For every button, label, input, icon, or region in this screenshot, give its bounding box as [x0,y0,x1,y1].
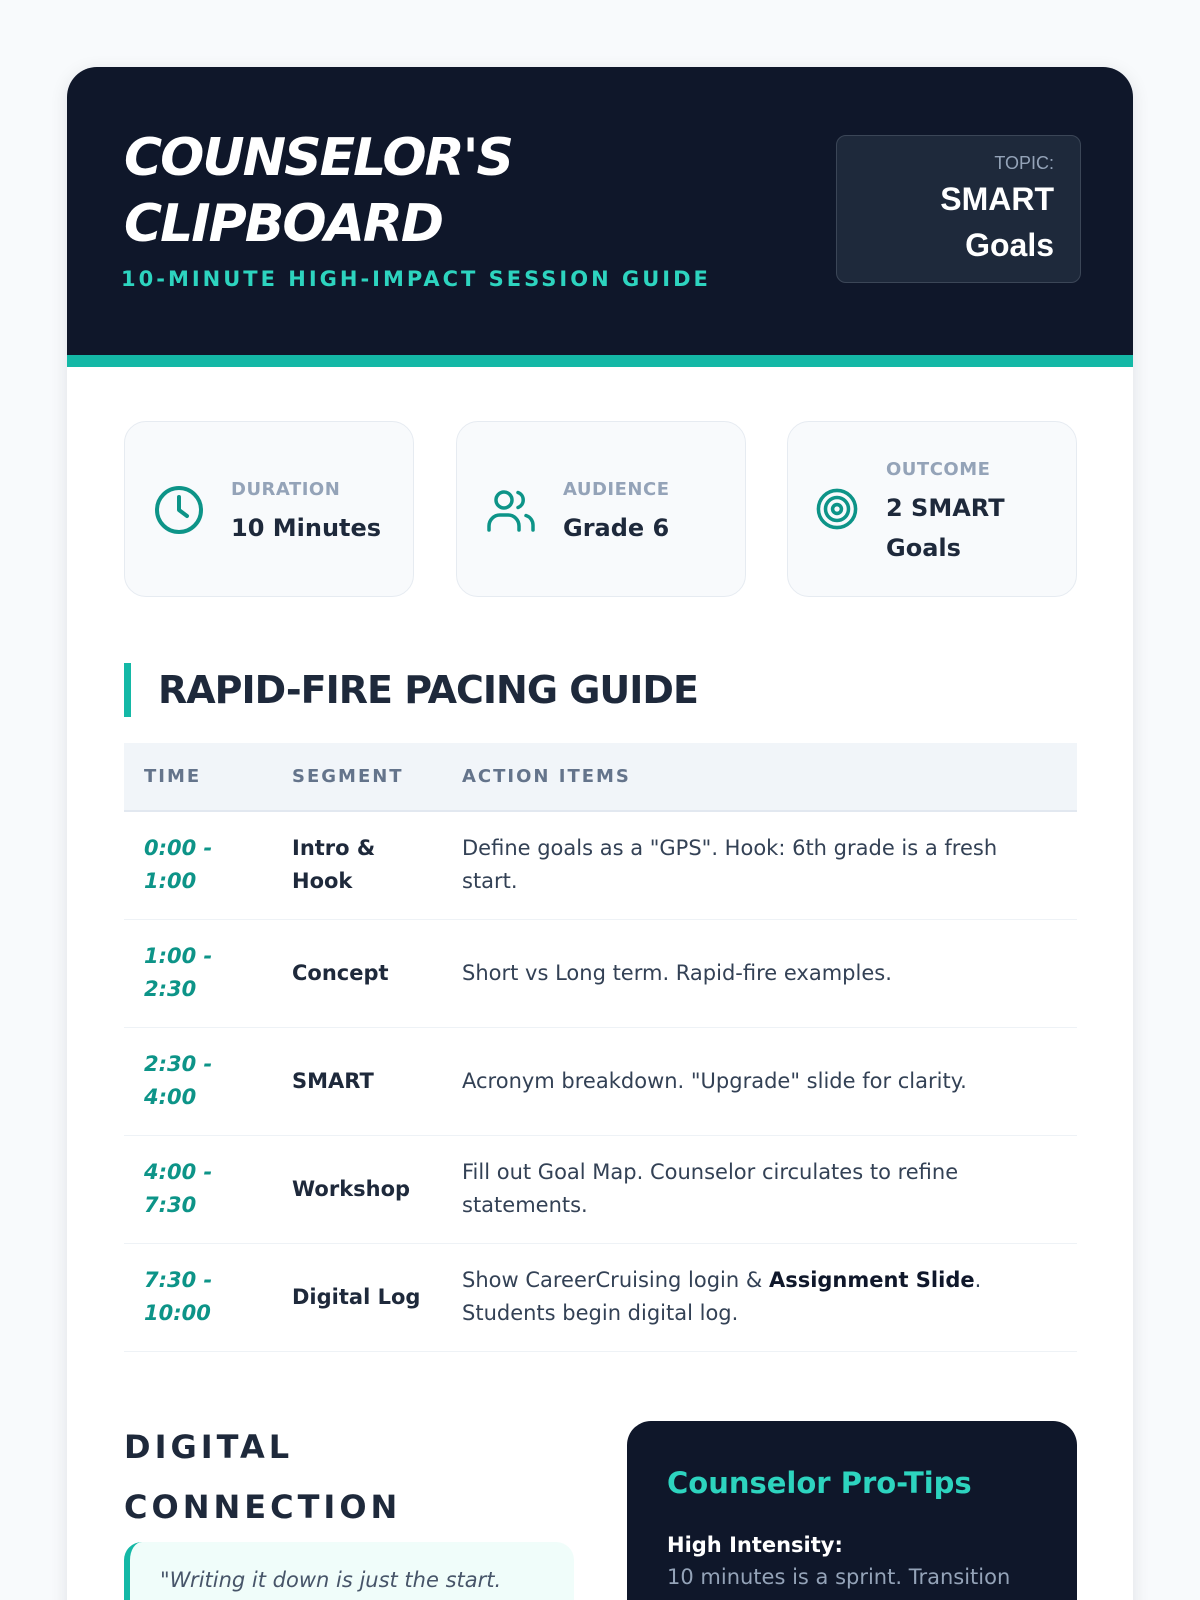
row-time: 2:30 - 4:00 [144,1052,213,1109]
pacing-table [124,743,1077,1352]
clock-icon [153,484,205,536]
stat-duration [124,421,414,597]
table-header-row [124,743,1077,811]
row-action: Fill out Goal Map. Counselor circulates to refine statements. [462,1160,959,1217]
target-icon [814,486,860,532]
table-row [124,811,1077,919]
quote-box [124,1542,574,1600]
page-title: COUNSELOR'S CLIPBOARD [124,128,512,254]
header [67,67,1133,367]
pacing-guide-title: RAPID-FIRE PACING GUIDE [124,663,698,717]
stat-value: 10 Minutes [231,514,382,542]
column-header-segment: SEGMENT [292,766,404,787]
table-row [124,1027,1077,1135]
row-segment: Intro & Hook [292,836,376,894]
row-time: 4:00 - 7:30 [144,1160,213,1217]
stat-value: 2 SMART Goals [886,494,1005,562]
session-guide-card [67,67,1133,1600]
pro-tips-title: Counselor Pro-Tips [667,1466,972,1500]
row-time: 1:00 - 2:30 [144,944,213,1001]
row-segment: Workshop [292,1176,411,1201]
row-action: Define goals as a "GPS". Hook: 6th grade is a fresh start. [462,836,998,894]
quote-text: "Writing it down is just the start. [160,1568,502,1592]
row-action: Short vs Long term. Rapid-fire examples. [462,960,892,985]
stat-value: Grade 6 [563,514,670,542]
pro-tip-heading: High Intensity: [667,1533,843,1557]
stat-audience [456,421,746,597]
table-row [124,1135,1077,1243]
users-icon [485,484,537,536]
pro-tip-body: 10 minutes is a sprint. Transition [667,1565,1011,1589]
stats-row [124,421,1077,597]
column-header-actions: ACTION ITEMS [462,766,631,787]
table-row [124,919,1077,1027]
stat-label: OUTCOME [886,459,991,480]
row-action: Acronym breakdown. "Upgrade" slide for clarity. [462,1068,967,1093]
row-time: 7:30 - 10:00 [144,1268,213,1325]
table-row [124,1243,1077,1351]
stat-label: AUDIENCE [563,479,670,500]
column-header-time: TIME [144,766,202,787]
page-subtitle: 10-MINUTE HIGH-IMPACT SESSION GUIDE [121,267,711,291]
row-segment: Concept [292,960,389,985]
digital-connection-title: DIGITAL CONNECTION [124,1428,402,1526]
pro-tips-panel [627,1421,1077,1600]
stat-label: DURATION [231,479,341,500]
row-segment: Digital Log [292,1284,421,1309]
stat-outcome [787,421,1077,597]
row-segment: SMART [292,1068,374,1093]
topic-label: TOPIC: [994,153,1054,173]
topic-box [836,135,1081,283]
assignment-slide-emphasis: Assignment Slide [768,1268,975,1292]
row-time: 0:00 - 1:00 [144,836,213,894]
topic-value: SMART Goals [940,181,1054,263]
row-action: Show CareerCruising login & Assignment Slide. Students begin digital log. [462,1268,982,1325]
